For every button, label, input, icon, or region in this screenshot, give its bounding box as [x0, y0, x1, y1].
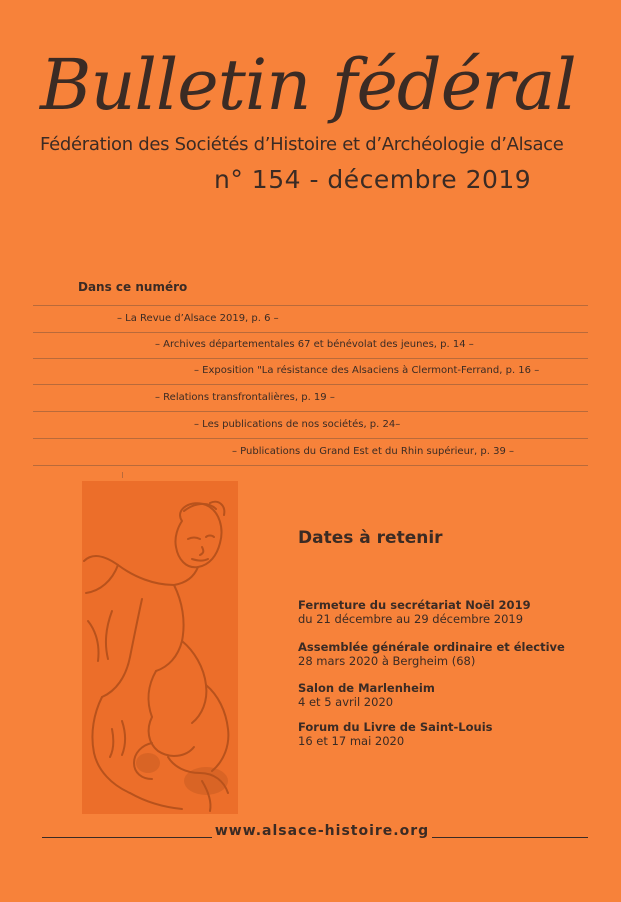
footer-line-right: [432, 837, 588, 838]
event-name: Assemblée générale ordinaire et élective: [298, 640, 565, 654]
toc-item: – Les publications de nos sociétés, p. 24–: [194, 419, 401, 430]
toc-item: – Exposition "La résistance des Alsaciens à Clermont-Ferrand, p. 16 –: [194, 365, 540, 376]
toc-divider: [33, 358, 588, 359]
federation-subtitle: Fédération des Sociétés d’Histoire et d’Archéologie d’Alsace: [40, 134, 564, 155]
event-marlenheim-fair: [298, 681, 598, 709]
event-date: 16 et 17 mai 2020: [298, 734, 405, 748]
issue-number: n° 154 - décembre 2019: [214, 165, 532, 194]
toc-item: – Publications du Grand Est et du Rhin supérieur, p. 39 –: [232, 446, 514, 457]
event-book-forum: [298, 720, 598, 748]
toc-item: – Archives départementales 67 et bénévolat des jeunes, p. 14 –: [155, 339, 474, 350]
toc-heading: Dans ce numéro: [78, 280, 188, 294]
event-date: du 21 décembre au 29 décembre 2019: [298, 612, 524, 626]
event-date: 28 mars 2020 à Bergheim (68): [298, 654, 476, 668]
event-secretariat-closing: [298, 598, 598, 626]
figure-drawing: [82, 481, 238, 814]
toc-divider: [33, 332, 588, 333]
event-date: 4 et 5 avril 2020: [298, 695, 394, 709]
medieval-illustration: [82, 481, 238, 814]
toc-divider: [33, 305, 588, 306]
event-name: Salon de Marlenheim: [298, 681, 435, 695]
toc-divider: [33, 411, 588, 412]
footer-line-left: [42, 837, 212, 838]
website-link[interactable]: www.alsace-histoire.org: [214, 823, 430, 839]
bulletin-title: Bulletin fédéral: [40, 44, 576, 126]
toc-item: – Relations transfrontalières, p. 19 –: [155, 392, 335, 403]
event-name: Forum du Livre de Saint-Louis: [298, 720, 493, 734]
event-general-assembly: [298, 640, 598, 668]
toc-divider: [33, 438, 588, 439]
toc-divider: [33, 384, 588, 385]
toc-item: – La Revue d’Alsace 2019, p. 6 –: [117, 313, 279, 324]
event-name: Fermeture du secrétariat Noël 2019: [298, 598, 531, 612]
dates-heading: Dates à retenir: [298, 528, 443, 548]
divider-tick: [122, 472, 123, 478]
toc-divider: [33, 465, 588, 466]
